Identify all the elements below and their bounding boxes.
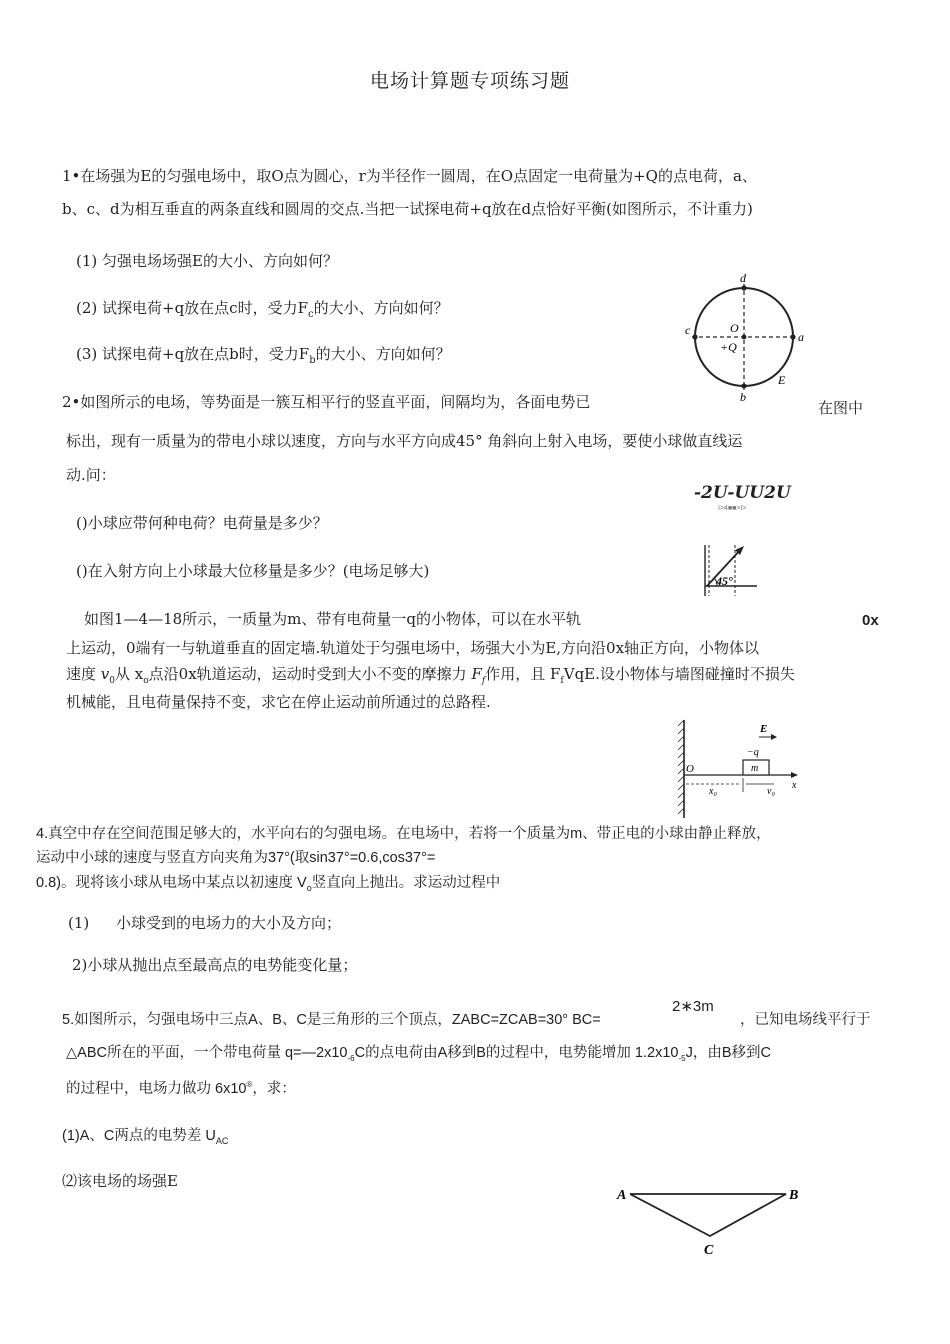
q4-sub1-text: 小球受到的电场力的大小及方向； — [116, 914, 342, 932]
q2-sub2: ()在入射方向上小球最大位移量是多少？(电场足够大) — [76, 562, 430, 580]
q5-line2: △ABC所在的平面，一个带电荷量 $q=—2x10_{-6}C$的点电荷由A移到B的过程中，电势能增加 $1.2x10_{-5}J$，由B移到C — [66, 1045, 772, 1063]
q4-line3: 0.8)。现将该小球从电场中某点以初速度 $V_o$竖直向上抛出。求运动过程中 — [36, 875, 501, 893]
q3-label-x0: x₀ — [709, 786, 717, 797]
q5-label-c: C — [704, 1243, 714, 1258]
page-title: 电场计算题专项练习题 — [369, 70, 570, 92]
q4-sub1-num: (1) — [68, 914, 90, 932]
q4-sub2: 2)小球从抛出点至最高点的电势能变化量； — [72, 956, 358, 974]
q3-label-x: x — [792, 780, 797, 791]
q1-line2: b、c、d为相互垂直的两条直线和圆周的交点.当把一试探电荷+q放在d点恰好平衡(如图所示，不计重力) — [62, 200, 753, 218]
q5-line1: 5.如图所示，匀强电场中三点A、B、C是三角形的三个顶点，ZABC=ZCAB=30° BC= — [62, 1012, 601, 1028]
fig-label-q: +Q — [720, 340, 737, 354]
q1-sub2: (2) 试探电荷+q放在点c时，受力$F_c$的大小、方向如何？ — [76, 299, 449, 320]
fig-label-a: a — [798, 330, 804, 344]
fig-label-d: d — [740, 271, 746, 285]
q2-potential-label: -2U-UU2U — [694, 483, 791, 503]
q2-angle-label: 45° — [716, 574, 733, 588]
q3-label-o: O — [686, 763, 694, 775]
q5-sub1: (1)A、C两点的电势差 $U_{AC}$ — [62, 1128, 229, 1146]
q3-track-diagram — [674, 716, 804, 822]
q1-sub3: (3) 试探电荷+q放在点b时，受力$F_b$的大小、方向如何？ — [76, 345, 451, 366]
q5-label-a: A — [617, 1188, 627, 1203]
q3-label-m: m — [751, 763, 759, 774]
q2-sub1: ()小球应带何种电荷？电荷量是多少？ — [76, 514, 328, 532]
q3-line3: 速度 $v_0$从 $x_o$点沿0x轨道运动，运动时受到大小不变的摩擦力 $F_f$作用，且 $F_fVqE$.设小物体与墙图碰撞时不损失 — [66, 665, 795, 686]
q2-line2: 标出，现有一质量为的带电小球以速度，方向与水平方向成45° 角斜向上射入电场，要使小球做直线运 — [66, 432, 743, 450]
q3-label-e: E — [760, 723, 768, 735]
q3-label-v0: v₀ — [767, 786, 775, 797]
q5-line3: 的过程中，电场力做功 6x10®，求： — [66, 1080, 296, 1097]
q2-line1: 2•如图所示的电场，等势面是一簇互相平行的竖直平面，间隔均为，各面电势已 — [62, 393, 591, 411]
q5-line1-end: ，已知电场线平行于 — [740, 1012, 871, 1028]
q3-line1: 如图1—4—18所示，一质量为m、带有电荷量一q的小物体，可以在水平轨 — [84, 610, 582, 628]
q5-bc-value: 2∗3m — [672, 998, 714, 1015]
fig-label-b: b — [740, 390, 746, 404]
q1-circle-diagram — [680, 270, 810, 410]
q1-sub1: (1) 匀强电场场强E的大小、方向如何？ — [76, 252, 338, 270]
q5-label-b: B — [789, 1188, 799, 1203]
q3-line4: 机械能，且电荷量保持不变，求它在停止运动前所通过的总路程. — [66, 693, 491, 711]
q3-line2: 上运动，0端有一与轨道垂直的固定墙.轨道处于匀强电场中，场强大小为E,方向沿0x轴正方向，小物体以 — [66, 639, 760, 657]
q2-line1-right: 在图中 — [818, 399, 864, 417]
q4-line2: 运动中小球的速度与竖直方向夹角为37°(取sin37°=0.6,cos37°= — [36, 850, 436, 866]
q2-tiny-label: I>4■■>I> — [718, 505, 747, 512]
q1-line1: 1•在场强为E的匀强电场中，取O点为圆心，r为半径作一圆周，在O点固定一电荷量为+Q的点电荷，a、 — [62, 167, 757, 185]
fig-label-e: E — [778, 373, 786, 387]
q3-line1-right: 0x — [862, 612, 879, 629]
q5-triangle-diagram — [612, 1180, 812, 1260]
q2-field-diagram — [695, 540, 767, 600]
q2-line3: 动.问： — [66, 466, 116, 484]
q5-sub2: ⑵该电场的场强E — [62, 1172, 178, 1190]
q3-label-q: −q — [747, 747, 759, 758]
fig-label-c: c — [685, 323, 691, 337]
fig-label-o: O — [730, 321, 739, 335]
q4-line1: 4.真空中存在空间范围足够大的，水平向右的匀强电场。在电场中，若将一个质量为m、带正电的小球由静止释放， — [36, 826, 771, 842]
